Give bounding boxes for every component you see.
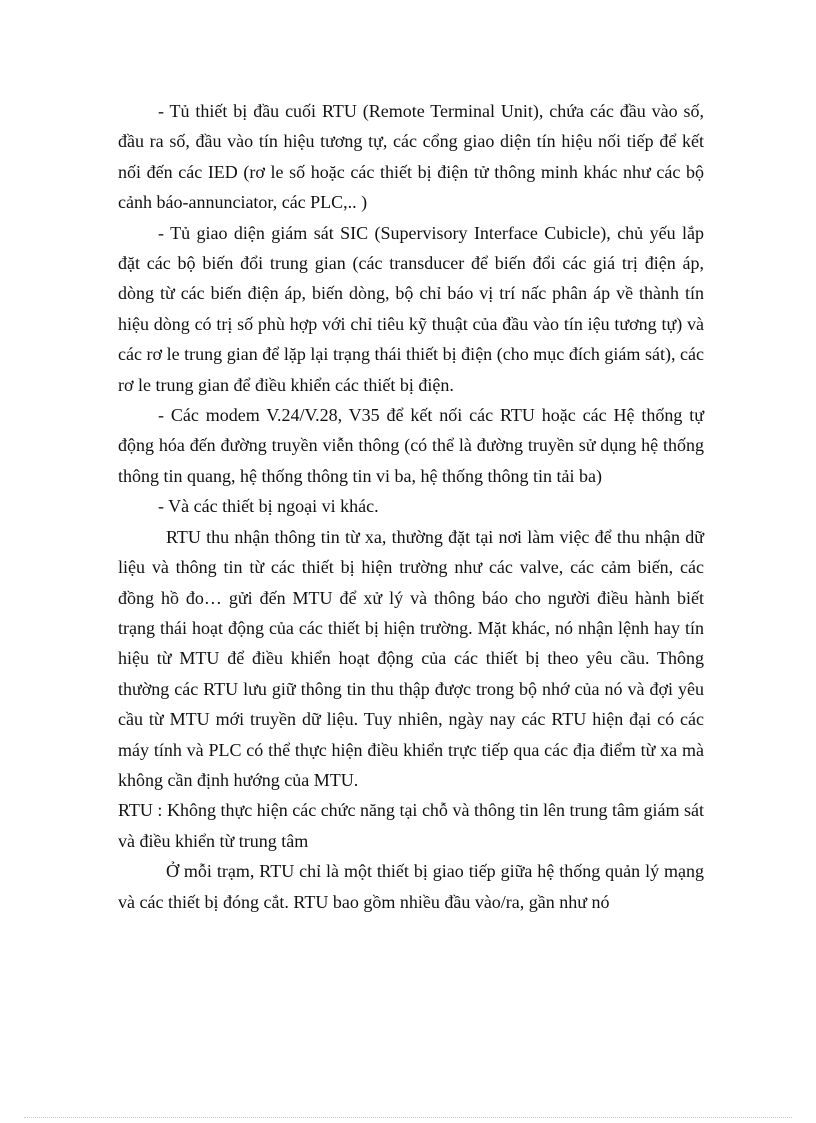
paragraph-peripherals: - Và các thiết bị ngoại vi khác. (158, 496, 379, 517)
paragraph-modems: - Các modem V.24/V.28, V35 để kết nối các RTU hoặc các Hệ thống tự động hóa đến đường truyền viễn thông (có thể là đường truyền sử dụng hệ thống thông tin quang, hệ thống thông tin vi ba, hệ thống thông tin tải ba) (118, 405, 704, 486)
paragraph-rtu-cabinet: - Tủ thiết bị đầu cuối RTU (Remote Terminal Unit), chứa các đầu vào số, đầu ra số, đầu vào tín hiệu tương tự, các cổng giao diện tín hiệu nối tiếp để kết nối đến các IED (rơ le số hoặc các thiết bị điện tử thông minh khác như các bộ cảnh báo-annunciator, các PLC,.. ) (118, 101, 704, 213)
paragraph-station-rtu: Ở mỗi trạm, RTU chỉ là một thiết bị giao tiếp giữa hệ thống quản lý mạng và các thiết bị đóng cắt. RTU bao gồm nhiều đầu vào/ra, gần như nó (118, 861, 704, 912)
page-footer-divider (24, 1117, 792, 1118)
paragraph-rtu-description: RTU thu nhận thông tin từ xa, thường đặt tại nơi làm việc để thu nhận dữ liệu và thông tin từ các thiết bị hiện trường như các valve, các cảm biến, các đồng hồ đo… gửi đến MTU để xử lý và thông báo cho người điều hành biết trạng thái hoạt động của các thiết bị hiện trường. Mặt khác, nó nhận lệnh hay tín hiệu từ MTU để điều khiển hoạt động của các thiết bị theo yêu cầu. Thông thường các RTU lưu giữ thông tin thu thập được trong bộ nhớ của nó và đợi yêu cầu từ MTU mới truyền dữ liệu. Tuy nhiên, ngày nay các RTU hiện đại có các máy tính và PLC có thể thực hiện điều khiển trực tiếp qua các địa điểm từ xa mà không cần định hướng của MTU. (118, 526, 704, 790)
document-page (118, 96, 704, 917)
paragraph-rtu-note: RTU : Không thực hiện các chức năng tại chỗ và thông tin lên trung tâm giám sát và điều khiển từ trung tâm (118, 800, 704, 851)
paragraph-sic-cabinet: - Tủ giao diện giám sát SIC (Supervisory Interface Cubicle), chủ yếu lắp đặt các bộ biến đổi trung gian (các transducer để biến đổi các giá trị điện áp, dòng từ các biến điện áp, biến dòng, bộ chỉ báo vị trí nấc phân áp về thành tín hiệu dòng có trị số phù hợp với chỉ tiêu kỹ thuật của đầu vào tín iệu tương tự) và các rơ le trung gian để lặp lại trạng thái thiết bị điện (cho mục đích giám sát), các rơ le trung gian để điều khiển các thiết bị điện. (118, 222, 704, 395)
